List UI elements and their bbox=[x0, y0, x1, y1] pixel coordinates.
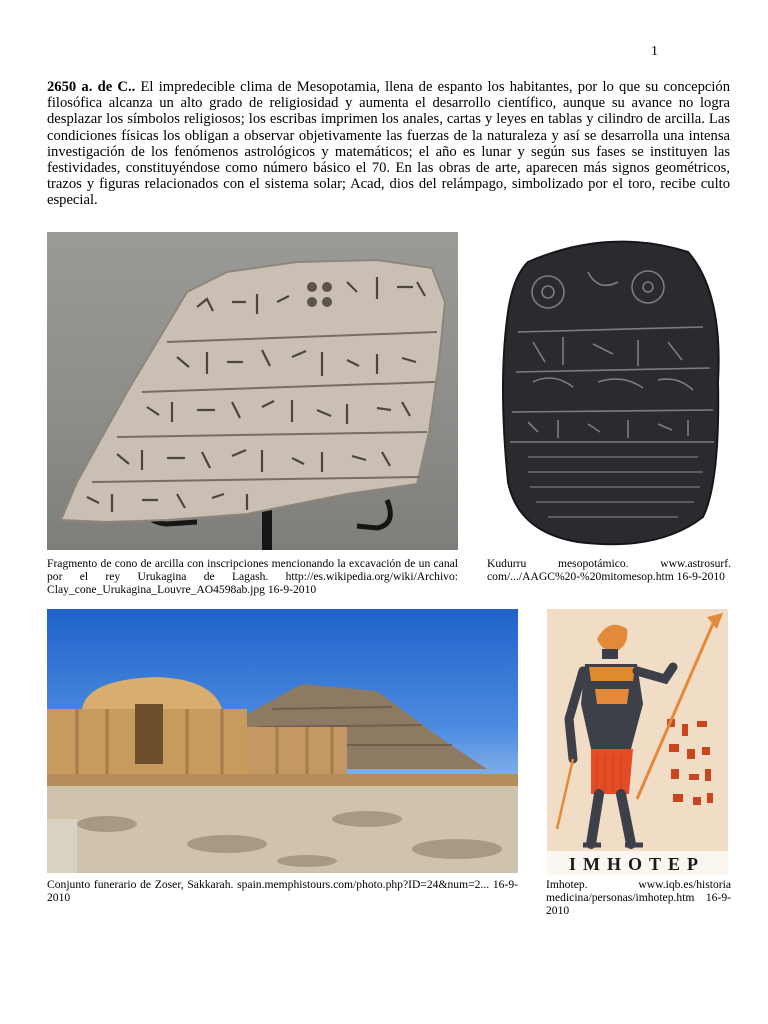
kudurru-caption: Kudurru mesopotámico. www.astrosurf. com/.../AAGC%20-%20mitomesop.htm 16-9-2010 bbox=[487, 557, 731, 583]
page-number: 1 bbox=[651, 44, 658, 59]
kudurru-illustration bbox=[488, 232, 730, 550]
intro-paragraph bbox=[47, 79, 730, 209]
zoser-complex-photo bbox=[47, 609, 518, 873]
zoser-caption: Conjunto funerario de Zoser, Sakkarah. spain.memphistours.com/photo.php?ID=24&num=2... 16-9-2010 bbox=[47, 878, 518, 904]
imhotep-caption: Imhotep. www.iqb.es/historia medicina/personas/imhotep.htm 16-9-2010 bbox=[546, 878, 731, 917]
intro-date: 2650 a. de C.. bbox=[47, 79, 136, 95]
imhotep-illustration bbox=[547, 609, 728, 875]
zoser-complex-illustration bbox=[47, 609, 518, 873]
kudurru-photo bbox=[488, 232, 730, 550]
clay-cone-caption: Fragmento de cono de arcilla con inscripciones mencionando la excavación de un canal por el rey Urukagina de Lagash. http://es.wikipedia.org/wiki/Archivo: Clay_cone_Urukagina_Louvre_AO4598ab.jpg 16-9-2010 bbox=[47, 557, 458, 596]
imhotep-photo bbox=[547, 609, 728, 875]
intro-text: El impredecible clima de Mesopotamia, llena de espanto los habitantes, por lo que su concepción filosófica alcanza un alto grado de religiosidad y aumenta el desarrollo científico, aunque su avance no logra desplazar los símbolos religiosos; los escribas imprimen los anales, cartas y leyes en tablas y cilindro de arcilla. Las condiciones físicas los obligan a observar objetivamente las fuerzas de la naturaleza y así se desarrolla una intensa investigación de los fenómenos astrológicos y matemáticos; el año es lunar y según sus fases se instituyen las festividades, constituyéndose como número básico el 70. En las obras de arte, aparecen más signos geométricos, trazos y figuras relacionados con el sistema solar; Acad, dios del relámpago, simbolizado por el toro, recibe culto especial. bbox=[47, 79, 730, 209]
clay-cone-illustration bbox=[47, 232, 458, 550]
imhotep-image-label: IMHOTEP bbox=[568, 854, 706, 874]
clay-cone-photo bbox=[47, 232, 458, 550]
